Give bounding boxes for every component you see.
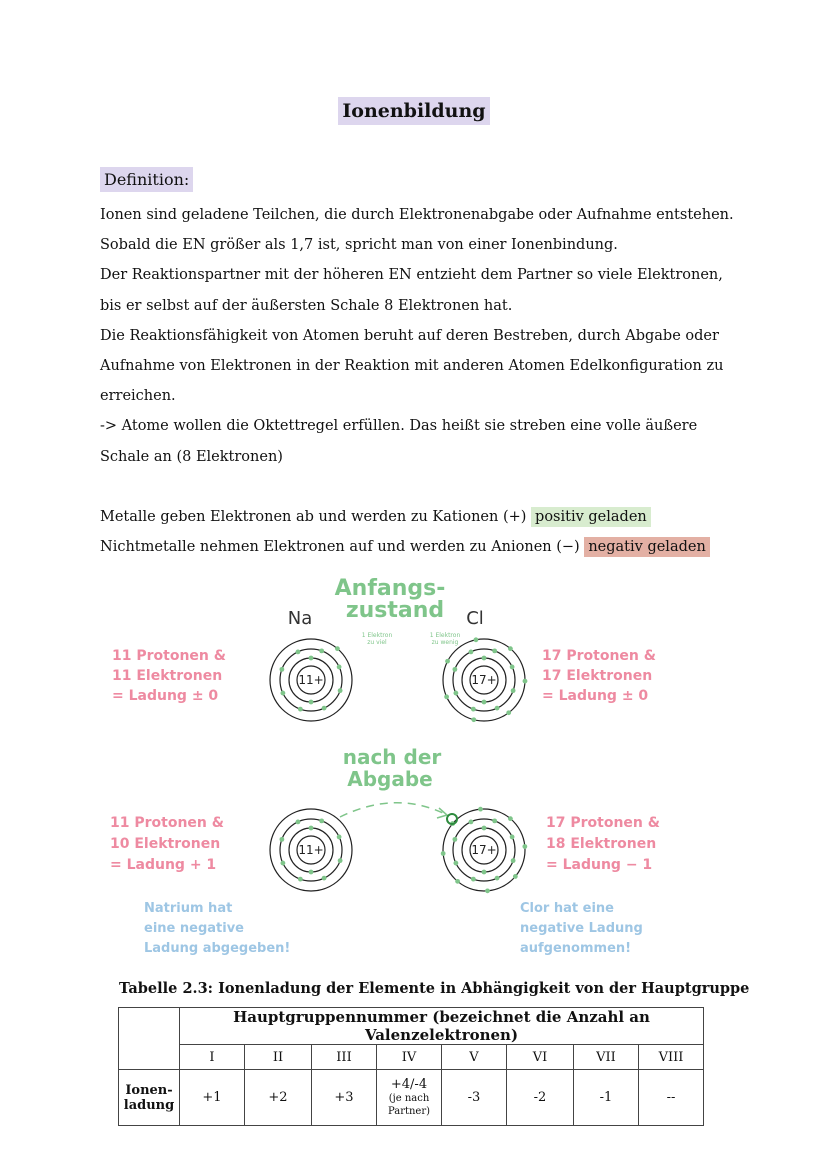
electron [280, 861, 285, 866]
group-header: IV [377, 1045, 442, 1070]
charge-cell-iv [377, 1070, 442, 1126]
sodium-symbol: Na [287, 608, 313, 629]
electron [482, 656, 487, 661]
sodium-note-1: 1 Elektron [361, 632, 393, 639]
ion-formation-diagram [100, 562, 720, 972]
table-corner-cell [119, 1008, 180, 1070]
group-header: VIII [639, 1045, 704, 1070]
electron [279, 837, 284, 842]
charge-iv-note-2: Partner) [387, 1106, 431, 1117]
electron [337, 835, 342, 840]
chlorine-top-line-1: 17 Protonen & [542, 648, 656, 664]
electron [322, 706, 327, 711]
page-title-wrap [0, 100, 828, 122]
electron [319, 648, 324, 653]
row-label-1: Ionen- [125, 1082, 173, 1098]
electron [279, 667, 284, 672]
electron [452, 837, 457, 842]
electron [511, 688, 516, 693]
electron [337, 665, 342, 670]
metals-line [100, 502, 750, 532]
group-header: VI [507, 1045, 574, 1070]
electron [469, 649, 474, 654]
chlorine-note-line-2: negative Ladung [520, 921, 643, 936]
electron [335, 646, 340, 651]
charge-cell: -3 [442, 1070, 507, 1126]
nonmetals-line [100, 532, 750, 562]
nonmetals-text: Nichtmetalle nehmen Elektronen auf und werden zu Anionen (−) [100, 539, 580, 556]
electron [309, 826, 314, 831]
electron [513, 874, 518, 879]
heading-initial-state-2: zustand [345, 598, 445, 623]
chlorine-bottom-line-2: 18 Elektronen [546, 836, 657, 852]
chlorine-bottom-line-3: = Ladung − 1 [546, 857, 653, 873]
paragraph-line: Die Reaktionsfähigkeit von Atomen beruht auf deren Bestreben, durch Abgabe oder [100, 327, 719, 344]
page-title: Ionenbildung [338, 97, 489, 125]
electron [309, 700, 314, 705]
electron [298, 707, 303, 712]
electron [510, 835, 515, 840]
chlorine-note-line-3: aufgenommen! [520, 941, 632, 956]
electron [296, 819, 301, 824]
chlorine-bottom-line-1: 17 Protonen & [546, 815, 660, 831]
chlorine-core-bottom: 17+ [471, 843, 497, 857]
electron [452, 667, 457, 672]
electron [471, 707, 476, 712]
charge-cell: +2 [245, 1070, 312, 1126]
charge-cell: -1 [574, 1070, 639, 1126]
paragraph-line: Ionen sind geladene Teilchen, die durch Elektronenabgabe oder Aufnahme entstehen. [100, 207, 734, 223]
sodium-note-line-3: Ladung abgegeben! [144, 941, 291, 956]
sodium-bottom-line-1: 11 Protonen & [110, 815, 224, 831]
electron [482, 826, 487, 831]
electron-transfer-arrow [340, 803, 445, 817]
electron [510, 665, 515, 670]
sodium-note-line-1: Natrium hat [144, 901, 233, 916]
electron [522, 844, 527, 849]
electron [453, 861, 458, 866]
electron [298, 877, 303, 882]
group-header: I [180, 1045, 245, 1070]
sodium-top-line-2: 11 Elektronen [112, 668, 223, 684]
sodium-bottom-line-2: 10 Elektronen [110, 836, 221, 852]
electron [508, 816, 513, 821]
electron [455, 879, 460, 884]
electron [495, 706, 500, 711]
heading-after-1: nach der [342, 745, 442, 769]
group-header: II [245, 1045, 312, 1070]
sodium-note-2: zu viel [367, 639, 387, 646]
charge-cell: -- [639, 1070, 704, 1126]
electron [485, 888, 490, 893]
electron [482, 700, 487, 705]
body-text [100, 200, 750, 562]
definition-heading-wrap [100, 170, 193, 189]
chlorine-symbol: Cl [466, 608, 484, 629]
charge-cell: +3 [312, 1070, 377, 1126]
electron [471, 877, 476, 882]
electron [338, 688, 343, 693]
electron [495, 876, 500, 881]
electron [492, 818, 497, 823]
sodium-top-line-3: = Ladung ± 0 [112, 688, 219, 704]
paragraph-line: -> Atome wollen die Oktettregel erfüllen. Das heißt sie streben eine volle äußere [100, 418, 698, 435]
row-label-2: ladung [123, 1097, 175, 1113]
electron [441, 851, 446, 856]
paragraph-line: erreichen. [100, 388, 176, 405]
sodium-bottom-line-3: = Ladung + 1 [110, 857, 217, 873]
electron [469, 819, 474, 824]
ion-charge-table [118, 1007, 704, 1126]
chlorine-top-line-2: 17 Elektronen [542, 668, 653, 684]
chlorine-note-line-1: Clor hat eine [520, 901, 614, 916]
charge-iv-note-1: (je nach [388, 1093, 430, 1104]
group-header: V [442, 1045, 507, 1070]
sodium-note-line-2: eine negative [144, 921, 244, 936]
electron [482, 870, 487, 875]
charge-cell: +1 [180, 1070, 245, 1126]
chlorine-core-top: 17+ [471, 673, 497, 687]
sodium-top-line-1: 11 Protonen & [112, 648, 226, 664]
group-header: VII [574, 1045, 639, 1070]
electron [478, 807, 483, 812]
electron [322, 876, 327, 881]
paragraph-line: Sobald die EN größer als 1,7 ist, spricht man von einer Ionenbindung. [100, 237, 618, 254]
sodium-core-top: 11+ [298, 673, 324, 687]
electron [471, 717, 476, 722]
charge-cell: -2 [507, 1070, 574, 1126]
paragraph-line: Aufnahme von Elektronen in der Reaktion mit anderen Atomen Edelkonfiguration zu [100, 358, 724, 375]
electron [280, 691, 285, 696]
chlorine-note-2: zu wenig [431, 639, 459, 646]
electron [508, 646, 513, 651]
sodium-core-bottom: 11+ [298, 843, 324, 857]
electron [296, 649, 301, 654]
chlorine-top-line-3: = Ladung ± 0 [542, 688, 649, 704]
row-label [119, 1070, 180, 1126]
electron [309, 870, 314, 875]
table-caption: Tabelle 2.3: Ionenladung der Elemente in Abhängigkeit von der Hauptgruppe [119, 980, 750, 997]
electron [309, 656, 314, 661]
electron [506, 710, 511, 715]
charge-iv-value: +4/-4 [390, 1077, 428, 1092]
paragraph-line: Schale an (8 Elektronen) [100, 448, 283, 465]
electron [444, 694, 449, 699]
paragraph-line: Der Reaktionspartner mit der höheren EN entzieht dem Partner so viele Elektronen, [100, 267, 723, 284]
electron [492, 648, 497, 653]
chlorine-note-1: 1 Elektron [429, 632, 461, 639]
electron [453, 691, 458, 696]
definition-heading: Definition: [100, 167, 193, 192]
electron [319, 818, 324, 823]
electron [523, 679, 528, 684]
metals-text: Metalle geben Elektronen ab und werden zu Kationen (+) [100, 508, 527, 525]
electron [474, 637, 479, 642]
electron [445, 659, 450, 664]
group-header: III [312, 1045, 377, 1070]
paragraph-line: bis er selbst auf der äußersten Schale 8 Elektronen hat. [100, 297, 513, 314]
electron [338, 858, 343, 863]
heading-initial-state-1: Anfangs- [334, 576, 446, 601]
table-header: Hauptgruppennummer (bezeichnet die Anzahl an Valenzelektronen) [180, 1008, 704, 1045]
heading-after-2: Abgabe [347, 767, 433, 791]
negative-highlight: negativ geladen [584, 537, 709, 557]
electron [511, 858, 516, 863]
positive-highlight: positiv geladen [531, 507, 651, 527]
